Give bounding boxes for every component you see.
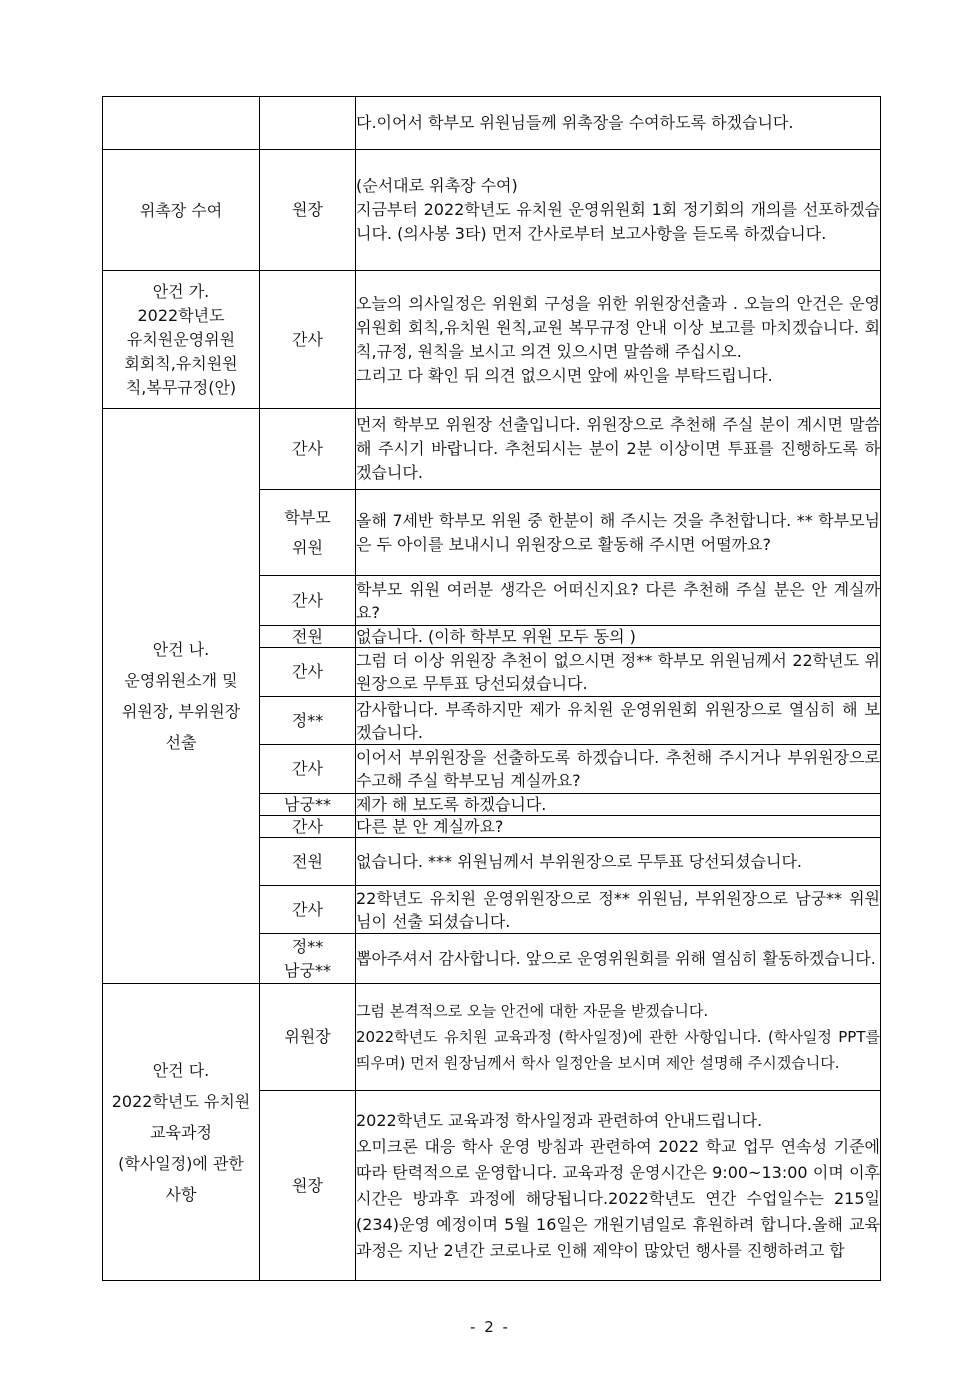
content-cell: 올해 7세반 학부모 위원 중 한분이 해 주시는 것을 추천합니다. ** 학부모님은 두 아이를 보내시니 위원장으로 활동해 주시면 어떨까요? [356,490,881,576]
content-cell: 이어서 부위원장을 선출하도록 하겠습니다. 추천해 주시거나 부위원장으로 수고해 주실 학부모님 계실까요? [356,745,881,794]
agenda-cell [103,271,260,409]
minutes-table [102,96,881,1281]
agenda-line: 안건 가. [152,281,210,301]
content-line: 그럼 본격적으로 오늘 안건에 대한 자문을 받겠습니다. [356,1002,709,1020]
content-cell: 없습니다. (이하 학부모 위원 모두 동의 ) [356,626,881,648]
speaker-cell: 원장 [260,1091,356,1281]
speaker-line: 위원 [292,537,323,557]
content-cell: 제가 해 보도록 하겠습니다. [356,794,881,816]
content-line: 그리고 다 확인 뒤 의견 없으시면 앞에 싸인을 부탁드립니다. [356,365,773,385]
content-cell [356,984,881,1091]
speaker-cell: 간사 [260,745,356,794]
agenda-line: (학사일정)에 관한 [118,1153,244,1173]
speaker-cell: 간사 [260,816,356,838]
content-line: 오늘의 의사일정은 위원회 구성을 위한 위원장선출과 . 오늘의 안건은 운영위원회 회칙,유치원 원칙,교원 복무규정 안내 이상 보고를 마치겠습니다. 회칙,규정, 원칙을 보시고 의견 있으시면 말씀해 주십시오. [356,293,880,361]
content-line: 2022학년도 유치원 교육과정 (학사일정)에 관한 사항입니다. (학사일정 PPT를 띄우며) 먼저 원장님께서 학사 일정안을 보시며 제안 설명해 주시겠습니다. [356,1028,880,1072]
agenda-cell [103,984,260,1281]
agenda-line: 2022학년도 [137,305,225,325]
content-cell: 다른 분 안 계실까요? [356,816,881,838]
speaker-cell: 남궁** [260,794,356,816]
agenda-line: 회회칙,유치원원 [124,353,238,373]
content-line: (순서대로 위촉장 수여) [356,176,518,195]
agenda-cell: 위촉장 수여 [103,150,260,271]
agenda-line: 안건 다. [152,1060,210,1080]
table-row [103,984,881,1091]
content-cell: 다.이어서 학부모 위원님들께 위촉장을 수여하도록 하겠습니다. [356,97,881,150]
speaker-cell: 간사 [260,271,356,409]
content-cell: 22학년도 유치원 운영위원장으로 정** 위원님, 부위원장으로 남궁** 위원님이 선출 되셨습니다. [356,886,881,934]
speaker-cell: 위원장 [260,984,356,1091]
speaker-cell: 간사 [260,409,356,490]
speaker-cell [260,97,356,150]
content-cell: 그럼 더 이상 위원장 추천이 없으시면 정** 학부모 위원님께서 22학년도 위원장으로 무투표 당선되셨습니다. [356,648,881,697]
content-cell: 뽑아주셔서 감사합니다. 앞으로 운영위원회를 위해 열심히 활동하겠습니다. [356,934,881,984]
speaker-line: 남궁** [284,960,331,980]
table-row [103,97,881,150]
content-cell [356,1091,881,1281]
speaker-cell: 전원 [260,626,356,648]
agenda-line: 교육과정 [150,1122,212,1142]
speaker-cell: 간사 [260,886,356,934]
agenda-line: 칙,복무규정(안) [125,377,237,397]
agenda-line: 선출 [165,733,197,752]
agenda-line: 안건 나. [152,640,210,659]
speaker-cell: 간사 [260,648,356,697]
content-line: 2022학년도 교육과정 학사일정과 관련하여 안내드립니다. [356,1110,763,1130]
content-cell [356,150,881,271]
content-cell: 감사합니다. 부족하지만 제가 유치원 운영위원회 위원장으로 열심히 해 보겠습니다. [356,697,881,745]
content-cell: 먼저 학부모 위원장 선출입니다. 위원장으로 추천해 주실 분이 계시면 말씀해 주시기 바랍니다. 추천되시는 분이 2분 이상이면 투표를 진행하도록 하겠습니다. [356,409,881,490]
speaker-cell: 간사 [260,576,356,626]
speaker-cell: 정** [260,697,356,745]
speaker-line: 정** [291,936,324,956]
table-row [103,271,881,409]
agenda-line: 2022학년도 유치원 [111,1091,251,1111]
agenda-cell [103,97,260,150]
speaker-cell: 전원 [260,838,356,886]
speaker-cell [260,934,356,984]
speaker-line: 학부모 [284,507,331,527]
speaker-cell [260,490,356,576]
content-cell [356,271,881,409]
agenda-cell [103,409,260,984]
content-line: 오미크론 대응 학사 운영 방침과 관련하여 2022 학교 업무 연속성 기준에 따라 탄력적으로 운영합니다. 교육과정 운영시간은 9:00~13:00 이며 이후 시간은 방과후 과정에 해당됩니다.2022학년도 연간 수업일수는 215일 (234)운영 예정이며 5월 16일은 개원기념일로 휴원하려 합니다.올해 교육과정은 지난 2년간 코로나로 인해 제약이 많았던 행사를 진행하려고 합 [356,1136,880,1260]
agenda-line: 사항 [165,1184,197,1204]
agenda-line: 위원장, 부위원장 [121,702,241,721]
content-cell: 학부모 위원 여러분 생각은 어떠신지요? 다른 추천해 주실 분은 안 계실까요? [356,576,881,626]
content-cell: 없습니다. *** 위원님께서 부위원장으로 무투표 당선되셨습니다. [356,838,881,886]
table-row [103,150,881,271]
page-number: - 2 - [470,1318,510,1336]
agenda-line: 운영위원소개 및 [124,671,238,690]
table-row [103,409,881,490]
speaker-cell: 원장 [260,150,356,271]
agenda-line: 유치원운영위원 [126,329,236,349]
content-line: 지금부터 2022학년도 유치원 운영위원회 1회 정기회의 개의를 선포하겠습니다. (의사봉 3타) 먼저 간사로부터 보고사항을 듣도록 하겠습니다. [356,200,880,243]
